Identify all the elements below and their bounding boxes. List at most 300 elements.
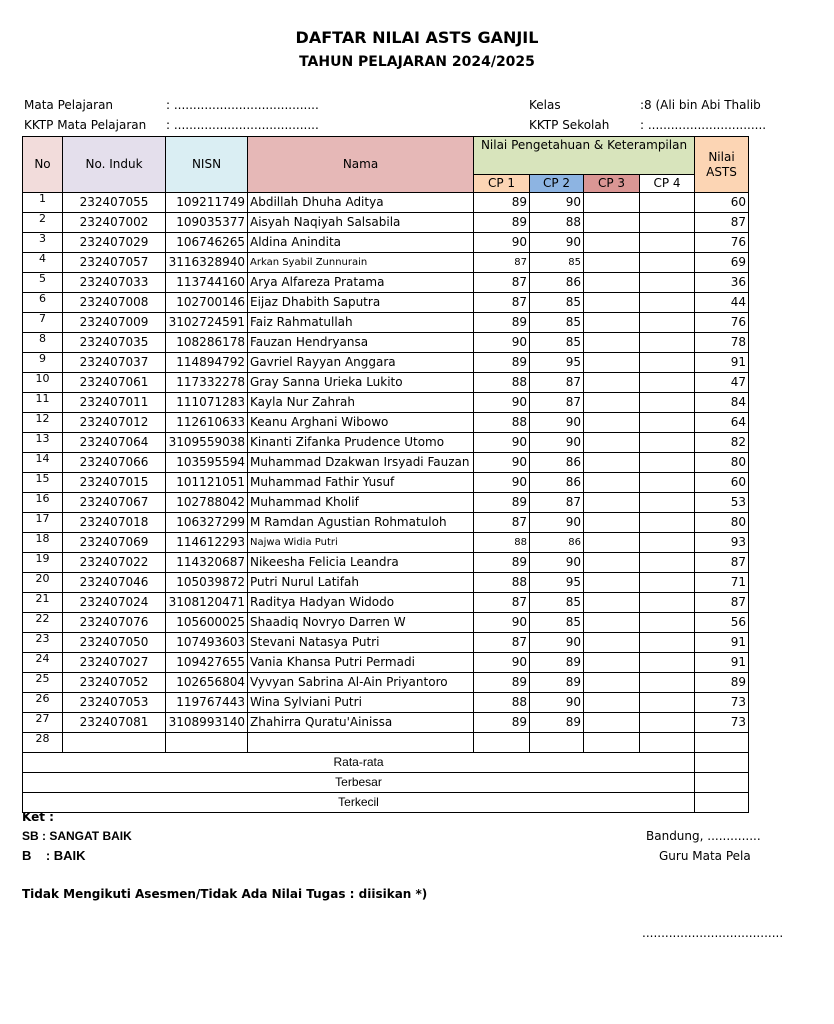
row-cp1: 87 (474, 273, 530, 293)
row-no: 24 (23, 653, 63, 673)
row-cp1: 89 (474, 713, 530, 733)
row-cp1: 90 (474, 393, 530, 413)
row-no: 1 (23, 193, 63, 213)
row-cp3 (584, 673, 640, 693)
row-cp4 (640, 593, 695, 613)
table-row (23, 573, 749, 593)
table-row (23, 273, 749, 293)
row-nisn: 114612293 (166, 533, 248, 553)
row-nisn: 102656804 (166, 673, 248, 693)
footer-terbesar-value (695, 773, 749, 793)
header-no: No (23, 137, 63, 193)
mapel-value: : ...................................... (166, 98, 319, 112)
row-cp1: 89 (474, 213, 530, 233)
guru-mata-pelajaran: Guru Mata Pela (659, 849, 751, 863)
row-cp2: 90 (530, 193, 584, 213)
row-nisn: 102788042 (166, 493, 248, 513)
row-cp1: 89 (474, 493, 530, 513)
row-cp3 (584, 713, 640, 733)
keterangan-label: Ket : (22, 810, 54, 824)
row-cp1: 88 (474, 533, 530, 553)
row-no-induk: 232407037 (63, 353, 166, 373)
row-no: 5 (23, 273, 63, 293)
row-nama: Kinanti Zifanka Prudence Utomo (248, 433, 474, 453)
mapel-label: Mata Pelajaran (24, 98, 114, 112)
table-row (23, 633, 749, 653)
row-nisn: 112610633 (166, 413, 248, 433)
row-cp4 (640, 673, 695, 693)
row-cp4 (640, 733, 695, 753)
row-nisn: 3109559038 (166, 433, 248, 453)
row-cp1: 88 (474, 693, 530, 713)
row-cp3 (584, 253, 640, 273)
row-nisn: 102700146 (166, 293, 248, 313)
row-no: 10 (23, 373, 63, 393)
row-cp1: 90 (474, 653, 530, 673)
row-cp2: 89 (530, 653, 584, 673)
row-asts: 91 (695, 653, 749, 673)
table-row (23, 193, 749, 213)
table-row (23, 733, 749, 753)
table-row (23, 453, 749, 473)
row-cp3 (584, 613, 640, 633)
row-cp1: 90 (474, 473, 530, 493)
header-no-induk: No. Induk (63, 137, 166, 193)
row-asts: 82 (695, 433, 749, 453)
row-cp2: 88 (530, 213, 584, 233)
row-no: 28 (23, 733, 63, 753)
table-row (23, 353, 749, 373)
header-cp2: CP 2 (530, 175, 584, 193)
row-cp4 (640, 653, 695, 673)
row-cp3 (584, 433, 640, 453)
row-cp3 (584, 573, 640, 593)
row-nama: M Ramdan Agustian Rohmatuloh (248, 513, 474, 533)
row-no-induk: 232407015 (63, 473, 166, 493)
table-row (23, 613, 749, 633)
kktp-mapel-value: : ...................................... (166, 118, 319, 132)
header-cp4: CP 4 (640, 175, 695, 193)
row-cp2: 90 (530, 693, 584, 713)
row-nama: Eijaz Dhabith Saputra (248, 293, 474, 313)
kktp-mapel-label: KKTP Mata Pelajaran (24, 118, 147, 132)
row-nama: Muhammad Dzakwan Irsyadi Fauzan (248, 453, 474, 473)
row-cp3 (584, 313, 640, 333)
row-asts: 87 (695, 553, 749, 573)
row-cp3 (584, 633, 640, 653)
row-nisn: 114894792 (166, 353, 248, 373)
row-no-induk: 232407066 (63, 453, 166, 473)
header-nisn: NISN (166, 137, 248, 193)
row-cp4 (640, 493, 695, 513)
row-cp3 (584, 593, 640, 613)
row-no: 19 (23, 553, 63, 573)
row-nama: Vania Khansa Putri Permadi (248, 653, 474, 673)
row-cp3 (584, 513, 640, 533)
row-cp1: 90 (474, 433, 530, 453)
row-cp1: 89 (474, 353, 530, 373)
row-cp2: 87 (530, 373, 584, 393)
kelas-value: :8 (Ali bin Abi Thalib (640, 98, 761, 112)
row-no: 15 (23, 473, 63, 493)
row-cp1: 89 (474, 673, 530, 693)
row-cp2 (530, 733, 584, 753)
row-no: 14 (23, 453, 63, 473)
row-cp4 (640, 293, 695, 313)
row-cp2: 90 (530, 553, 584, 573)
row-nisn: 3108993140 (166, 713, 248, 733)
row-no-induk: 232407018 (63, 513, 166, 533)
row-nama: Faiz Rahmatullah (248, 313, 474, 333)
row-cp2: 90 (530, 233, 584, 253)
keterangan-sb: SB : SANGAT BAIK (22, 829, 132, 843)
footer-rata-value (695, 753, 749, 773)
table-row (23, 473, 749, 493)
row-asts: 56 (695, 613, 749, 633)
row-cp2: 95 (530, 353, 584, 373)
table-row (23, 393, 749, 413)
row-cp2: 85 (530, 313, 584, 333)
row-nama: Arkan Syabil Zunnurain (248, 253, 474, 273)
page-title: DAFTAR NILAI ASTS GANJIL (295, 28, 539, 47)
row-no-induk: 232407050 (63, 633, 166, 653)
row-no-induk: 232407061 (63, 373, 166, 393)
row-no: 21 (23, 593, 63, 613)
row-asts: 91 (695, 353, 749, 373)
row-no: 17 (23, 513, 63, 533)
row-no-induk: 232407067 (63, 493, 166, 513)
row-no-induk: 232407033 (63, 273, 166, 293)
row-no-induk: 232407046 (63, 573, 166, 593)
row-cp4 (640, 353, 695, 373)
row-cp2: 85 (530, 293, 584, 313)
row-cp2: 87 (530, 393, 584, 413)
row-asts: 69 (695, 253, 749, 273)
row-nama: Zhahirra Quratu'Ainissa (248, 713, 474, 733)
row-cp3 (584, 533, 640, 553)
footer-rata-rata: Rata-rata (23, 753, 695, 773)
footer-terbesar: Terbesar (23, 773, 695, 793)
row-cp3 (584, 353, 640, 373)
row-cp2: 90 (530, 413, 584, 433)
row-asts: 64 (695, 413, 749, 433)
row-cp1: 89 (474, 313, 530, 333)
header-cp3: CP 3 (584, 175, 640, 193)
row-cp4 (640, 333, 695, 353)
row-cp4 (640, 533, 695, 553)
row-no-induk: 232407002 (63, 213, 166, 233)
row-nama: Fauzan Hendryansa (248, 333, 474, 353)
row-nama: Gray Sanna Urieka Lukito (248, 373, 474, 393)
row-asts: 87 (695, 593, 749, 613)
kktp-sekolah-value: : ............................... (640, 118, 767, 132)
row-cp4 (640, 513, 695, 533)
row-cp3 (584, 193, 640, 213)
row-nama: Vyvyan Sabrina Al-Ain Priyantoro (248, 673, 474, 693)
row-asts: 80 (695, 453, 749, 473)
row-asts: 60 (695, 193, 749, 213)
row-cp2: 86 (530, 533, 584, 553)
header-nilai-asts: Nilai ASTS (695, 137, 749, 193)
row-cp1: 87 (474, 253, 530, 273)
table-row (23, 673, 749, 693)
row-cp3 (584, 373, 640, 393)
signature-line: ..................................... (642, 926, 784, 940)
footer-terkecil: Terkecil (23, 793, 695, 813)
keterangan-note: Tidak Mengikuti Asesmen/Tidak Ada Nilai Tugas : diisikan *) (22, 887, 428, 901)
footer-terkecil-value (695, 793, 749, 813)
row-asts: 89 (695, 673, 749, 693)
row-no: 18 (23, 533, 63, 553)
row-nisn: 108286178 (166, 333, 248, 353)
row-cp3 (584, 653, 640, 673)
row-no: 3 (23, 233, 63, 253)
row-cp3 (584, 393, 640, 413)
row-asts: 60 (695, 473, 749, 493)
row-no-induk: 232407035 (63, 333, 166, 353)
row-cp2: 86 (530, 453, 584, 473)
row-cp3 (584, 213, 640, 233)
row-nama: Aldina Anindita (248, 233, 474, 253)
keterangan-b: B : BAIK (22, 848, 86, 863)
row-cp3 (584, 233, 640, 253)
table-row (23, 533, 749, 553)
row-nama: Muhammad Kholif (248, 493, 474, 513)
row-cp1: 87 (474, 593, 530, 613)
row-asts: 53 (695, 493, 749, 513)
row-nisn: 3102724591 (166, 313, 248, 333)
table-row (23, 373, 749, 393)
row-no: 26 (23, 693, 63, 713)
table-row (23, 553, 749, 573)
row-asts: 91 (695, 633, 749, 653)
row-cp4 (640, 573, 695, 593)
header-cp1: CP 1 (474, 175, 530, 193)
table-row (23, 253, 749, 273)
table-row (23, 653, 749, 673)
row-cp2: 90 (530, 633, 584, 653)
row-no-induk: 232407012 (63, 413, 166, 433)
row-cp2: 86 (530, 273, 584, 293)
row-nisn: 114320687 (166, 553, 248, 573)
row-cp3 (584, 293, 640, 313)
row-nisn: 103595594 (166, 453, 248, 473)
row-no-induk: 232407076 (63, 613, 166, 633)
row-cp2: 85 (530, 333, 584, 353)
row-no-induk: 232407029 (63, 233, 166, 253)
table-row (23, 233, 749, 253)
row-cp2: 87 (530, 493, 584, 513)
page-subtitle: TAHUN PELAJARAN 2024/2025 (299, 54, 535, 70)
row-nisn: 106746265 (166, 233, 248, 253)
row-asts (695, 733, 749, 753)
row-cp1: 90 (474, 333, 530, 353)
table-row (23, 293, 749, 313)
row-nama: Arya Alfareza Pratama (248, 273, 474, 293)
row-no-induk (63, 733, 166, 753)
row-no-induk: 232407011 (63, 393, 166, 413)
row-no-induk: 232407053 (63, 693, 166, 713)
grades-table (22, 136, 749, 813)
row-cp4 (640, 433, 695, 453)
row-cp4 (640, 473, 695, 493)
row-nama: Putri Nurul Latifah (248, 573, 474, 593)
table-row (23, 433, 749, 453)
row-nisn: 109035377 (166, 213, 248, 233)
row-cp3 (584, 733, 640, 753)
row-cp1: 87 (474, 513, 530, 533)
row-cp4 (640, 713, 695, 733)
header-nilai-group: Nilai Pengetahuan & Keterampilan (474, 137, 695, 175)
row-cp1: 89 (474, 193, 530, 213)
row-cp2: 85 (530, 593, 584, 613)
row-no: 7 (23, 313, 63, 333)
row-no: 27 (23, 713, 63, 733)
row-no-induk: 232407009 (63, 313, 166, 333)
row-nisn: 101121051 (166, 473, 248, 493)
row-no: 22 (23, 613, 63, 633)
row-cp4 (640, 233, 695, 253)
row-cp3 (584, 473, 640, 493)
row-nama: Muhammad Fathir Yusuf (248, 473, 474, 493)
kelas-label: Kelas (529, 98, 561, 112)
row-cp3 (584, 413, 640, 433)
row-cp2: 95 (530, 573, 584, 593)
row-nama: Keanu Arghani Wibowo (248, 413, 474, 433)
row-cp2: 89 (530, 713, 584, 733)
row-nisn: 106327299 (166, 513, 248, 533)
row-cp3 (584, 453, 640, 473)
row-asts: 93 (695, 533, 749, 553)
row-nama: Wina Sylviani Putri (248, 693, 474, 713)
row-no-induk: 232407064 (63, 433, 166, 453)
header-nama: Nama (248, 137, 474, 193)
row-no-induk: 232407022 (63, 553, 166, 573)
row-cp2: 89 (530, 673, 584, 693)
row-no-induk: 232407008 (63, 293, 166, 313)
row-no: 6 (23, 293, 63, 313)
row-cp3 (584, 693, 640, 713)
row-cp3 (584, 493, 640, 513)
row-asts: 44 (695, 293, 749, 313)
table-row (23, 513, 749, 533)
row-cp4 (640, 273, 695, 293)
row-cp1: 88 (474, 373, 530, 393)
row-asts: 80 (695, 513, 749, 533)
row-asts: 73 (695, 713, 749, 733)
row-nisn: 109427655 (166, 653, 248, 673)
row-no: 23 (23, 633, 63, 653)
row-no: 16 (23, 493, 63, 513)
row-cp4 (640, 553, 695, 573)
row-asts: 47 (695, 373, 749, 393)
row-nama: Gavriel Rayyan Anggara (248, 353, 474, 373)
row-no: 25 (23, 673, 63, 693)
row-no: 4 (23, 253, 63, 273)
row-no-induk: 232407069 (63, 533, 166, 553)
row-nama: Stevani Natasya Putri (248, 633, 474, 653)
row-cp2: 86 (530, 473, 584, 493)
row-cp4 (640, 373, 695, 393)
row-cp4 (640, 253, 695, 273)
table-row (23, 593, 749, 613)
row-cp2: 85 (530, 613, 584, 633)
row-asts: 36 (695, 273, 749, 293)
row-nisn: 3116328940 (166, 253, 248, 273)
row-no: 9 (23, 353, 63, 373)
row-no-induk: 232407024 (63, 593, 166, 613)
row-cp1: 88 (474, 573, 530, 593)
table-row (23, 493, 749, 513)
row-cp4 (640, 313, 695, 333)
row-cp1: 90 (474, 613, 530, 633)
row-no: 11 (23, 393, 63, 413)
table-row (23, 713, 749, 733)
row-nisn: 3108120471 (166, 593, 248, 613)
row-asts: 87 (695, 213, 749, 233)
row-asts: 71 (695, 573, 749, 593)
row-no-induk: 232407027 (63, 653, 166, 673)
row-cp4 (640, 193, 695, 213)
row-cp1: 88 (474, 413, 530, 433)
row-nisn: 111071283 (166, 393, 248, 413)
row-cp1: 90 (474, 453, 530, 473)
row-no: 13 (23, 433, 63, 453)
row-nama: Nikeesha Felicia Leandra (248, 553, 474, 573)
row-asts: 73 (695, 693, 749, 713)
row-nisn: 105600025 (166, 613, 248, 633)
row-cp4 (640, 633, 695, 653)
row-cp4 (640, 413, 695, 433)
row-nama: Kayla Nur Zahrah (248, 393, 474, 413)
table-row (23, 333, 749, 353)
row-asts: 76 (695, 313, 749, 333)
bandung-date: Bandung, .............. (646, 829, 761, 843)
row-cp3 (584, 333, 640, 353)
row-cp4 (640, 693, 695, 713)
row-nama: Raditya Hadyan Widodo (248, 593, 474, 613)
table-row (23, 413, 749, 433)
row-asts: 78 (695, 333, 749, 353)
row-cp1: 87 (474, 293, 530, 313)
table-row (23, 213, 749, 233)
row-nisn: 117332278 (166, 373, 248, 393)
row-nisn (166, 733, 248, 753)
row-nisn: 113744160 (166, 273, 248, 293)
row-cp1 (474, 733, 530, 753)
row-asts: 76 (695, 233, 749, 253)
row-no-induk: 232407081 (63, 713, 166, 733)
row-nama (248, 733, 474, 753)
row-cp1: 87 (474, 633, 530, 653)
row-no: 12 (23, 413, 63, 433)
row-nisn: 109211749 (166, 193, 248, 213)
row-no: 20 (23, 573, 63, 593)
row-nama: Najwa Widia Putri (248, 533, 474, 553)
row-no-induk: 232407052 (63, 673, 166, 693)
table-row (23, 313, 749, 333)
row-nisn: 105039872 (166, 573, 248, 593)
kktp-sekolah-label: KKTP Sekolah (529, 118, 610, 132)
row-cp1: 90 (474, 233, 530, 253)
row-cp3 (584, 273, 640, 293)
row-cp3 (584, 553, 640, 573)
row-cp4 (640, 613, 695, 633)
row-nama: Shaadiq Novryo Darren W (248, 613, 474, 633)
row-nama: Abdillah Dhuha Aditya (248, 193, 474, 213)
row-cp4 (640, 213, 695, 233)
row-no: 8 (23, 333, 63, 353)
